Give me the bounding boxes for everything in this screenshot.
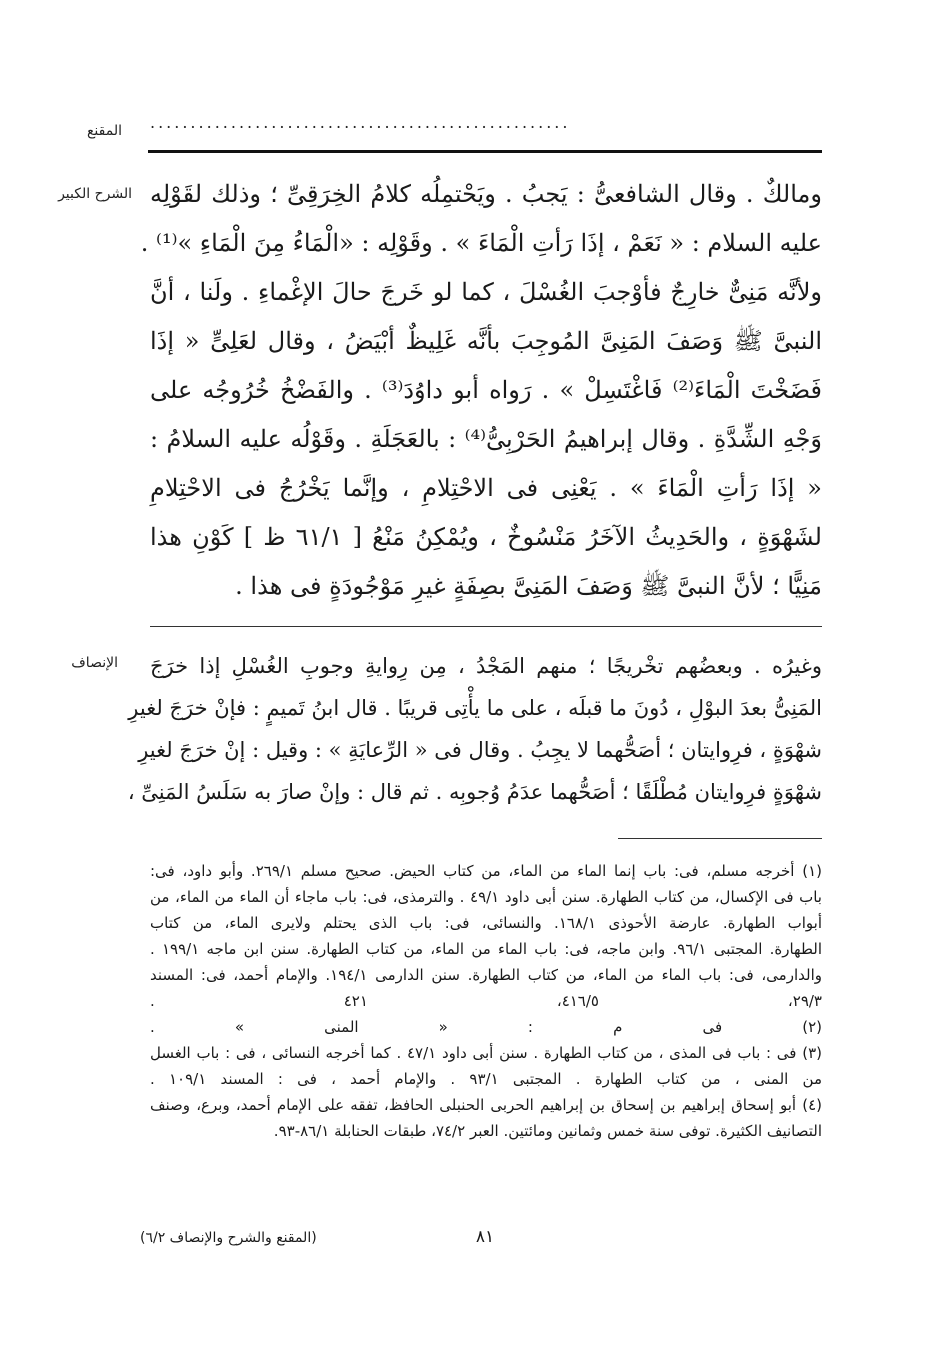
footnote-line: باب فى الإكسال، من كتاب الطهارة. سنن أبى داود ٤٩/١ . والترمذى، فى: باب ماجاء أن الماء من الماء، من <box>150 888 822 906</box>
sharh-line: « إذَا رَأتِ الْمَاءَ » . يَعْنِى فى الاحْتِلامِ ، وإنَّما يَخْرُجُ فى الاحْتِلامِ <box>150 474 822 502</box>
footnote-line: أبواب الطهارة. عارضة الأحوذى ١٦٨/١. والنسائى، فى: باب الذى يحتلم ولايرى الماء، من كتاب <box>150 914 822 932</box>
footnote-divider <box>618 838 822 839</box>
sharh-line: ومالكٌ . وقال الشافعىُّ : يَجبُ . ويَحْتمِلُه كلامُ الخِرَقِىِّ ؛ وذلك لقَوْلِه <box>150 180 822 208</box>
footnotes <box>150 858 822 1144</box>
insaf-section-label: الإنصاف <box>71 655 118 671</box>
footnote-line: ٢٩/٣، ٤١٦/٥، ٤٢١ . <box>150 992 822 1010</box>
footnote-line: من المنى ، من كتاب الطهارة . المجتبى ٩٣/١ . والإمام أحمد ، فى : المسند ١٠٩/١ . <box>150 1070 823 1088</box>
footnote-line: (٤) أبو إسحاق إبراهيم بن إسحاق بن إبراهيم الحربى الحنبلى الحافظ، تفقه على الإمام أحمد، وبرع، وصنف <box>150 1096 822 1114</box>
sharh-section-label: الشرح الكبير <box>58 186 132 202</box>
insaf-text <box>127 645 822 813</box>
sharh-line: ولأنَّه مَنِىٌّ خارِجٌ فأوْجبَ الغُسْلَ ، كما لو خَرجَ حالَ الإغْماءِ . ولَنا ، أنَّ <box>150 278 822 306</box>
running-header-title: المقنع <box>86 123 122 139</box>
footnote-line: (٢) فى م : « المنى » . <box>150 1018 822 1036</box>
insaf-line: وغيرُه . وبعضُهم تخْريجًا ؛ منهم المَجْدُ ، مِن رِوايةِ وجوبِ الغُسْلِ إذا خرَجَ <box>150 654 822 678</box>
sharh-line: لشَهْوَةٍ ، والحَدِيثُ الآخَرُ مَنْسُوخٌ ، ويُمْكِنُ مَنْعُ [ ٦١/١ ظ ] كَوْنِ هذا <box>150 523 822 551</box>
insaf-line: شهْوَةٍ ، فرِوايتان ؛ أصَحُّهما لا يجِبُ . وقال فى « الرِّعايَةِ » : وقيل : إنْ خرَجَ لغيرِ <box>138 738 822 762</box>
footnote-line: (١) أخرجه مسلم، فى: باب إنما الماء من الماء، من كتاب الحيض. صحيح مسلم ٢٦٩/١. وأبو داود، فى: <box>150 862 823 880</box>
footnote-line: التصانيف الكثيرة. توفى سنة خمس وثمانين ومائتين. العبر ٧٤/٢، طبقات الحنابلة ٨٦/١-٩٣. <box>273 1122 822 1140</box>
header-dotted-rule: .................................................... <box>150 113 571 132</box>
sharh-line: عليه السلام : « نَعَمْ ، إذَا رَأتِ الْمَاءَ » . وقَوْلِه : «الْمَاءُ مِنَ الْمَاءِ »⁽¹⁾ . <box>140 229 822 257</box>
footnote-line: (٣) فى : باب فى المذى ، من كتاب الطهارة . سنن أبى داود ٤٧/١ . كما أخرجه النسائى ، فى : باب الغسل <box>150 1044 823 1062</box>
sharh-line: مَنِيًّا ؛ لأنَّ النبىَّ ﷺ وَصَفَ المَنِىَّ بصِفَةٍ غيرِ مَوْجُودَةٍ فى هذا . <box>235 572 822 600</box>
sharh-line: النبىَّ ﷺ وَصَفَ المَنِىَّ المُوجِبَ بأنَّه غَلِيظٌ أبْيَضُ ، وقال لعَلِىٍّ « إذَا <box>150 327 822 355</box>
sharh-line: وَجْهِ الشِّدَّةِ . وقال إبراهيمُ الحَرْبِىُّ⁽⁴⁾ : بالعَجَلَةِ . وقَوْلُه عليه السلامُ : <box>150 425 822 453</box>
footnote-line: الطهارة. المجتبى ٩٦/١. وابن ماجه، فى: باب الماء من الماء، من كتاب الطهارة. سنن ابن ماجه ١٩٩/١ . <box>150 940 822 958</box>
insaf-line: شهْوَةٍ فرِوايتان مُطْلَقًا ؛ أصَحُّهما عدَمُ وُجوبِه . ثم قال : وإنْ صارَ به سَلَسُ المَنِىِّ ، <box>127 780 822 804</box>
header-rule <box>148 150 822 153</box>
section-divider <box>150 626 822 627</box>
sharh-line: فَضَخْتَ الْمَاءَ⁽²⁾ فَاغْتَسِلْ » . رَواه أبو داوُدَ⁽³⁾ . والفَضْخُ خُرُوجُه على <box>150 376 822 404</box>
footnote-line: والدارمى، فى: باب الماء من الماء، من كتاب الطهارة. سنن الدارمى ١٩٤/١. والإمام أحمد، فى: المسند <box>150 966 822 984</box>
sharh-text <box>140 170 822 611</box>
insaf-line: المَنِىُّ بعدَ البوْلِ ، دُونَ ما قبلَه ، على ما يأْتِى قريبًا . قال ابنُ تَميمٍ : فإنْ خرَجَ لغيرِ <box>128 696 822 720</box>
page-number: ٨١ <box>475 1227 495 1247</box>
volume-reference: (المقنع والشرح والإنصاف ٦/٢) <box>140 1230 317 1246</box>
